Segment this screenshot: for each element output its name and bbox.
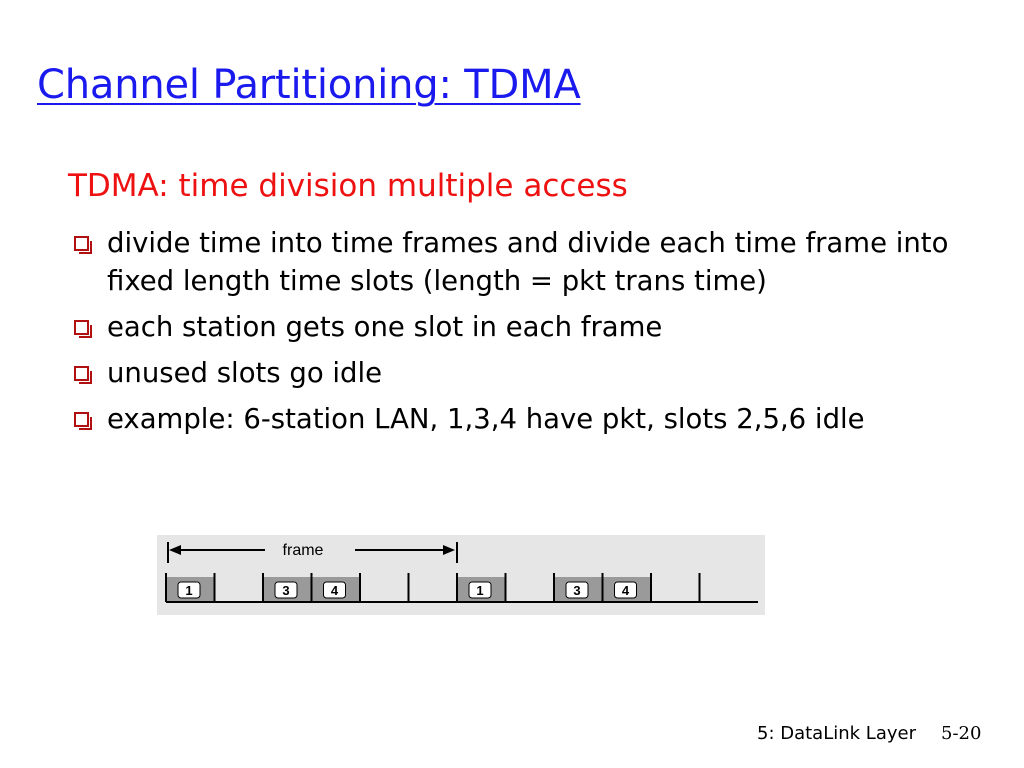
station-number: 3	[573, 583, 581, 598]
frame-label: frame	[282, 542, 324, 559]
bullet-item	[70, 224, 970, 300]
time-slot	[166, 573, 214, 602]
footer-chapter: 5: DataLink Layer	[757, 723, 916, 744]
station-number: 1	[476, 583, 484, 598]
time-slot	[312, 573, 360, 602]
time-slot	[603, 573, 651, 602]
tdma-frame-diagram	[157, 535, 765, 615]
bullet-text: each station gets one slot in each frame	[107, 311, 663, 343]
checkbox-bullet-icon	[74, 320, 89, 335]
slide-title: Channel Partitioning: TDMA	[37, 62, 581, 108]
bullet-text: example: 6-station LAN, 1,3,4 have pkt, slots 2,5,6 idle	[107, 403, 865, 435]
bullet-text: divide time into time frames and divide each time frame into fixed length time slots (length = pkt trans time)	[107, 227, 949, 297]
station-number: 3	[282, 583, 290, 598]
bullet-text: unused slots go idle	[107, 357, 383, 389]
time-slot	[263, 573, 311, 602]
bullet-item	[70, 400, 970, 438]
station-number: 1	[185, 583, 193, 598]
bullet-item	[70, 354, 970, 392]
checkbox-bullet-icon	[74, 412, 89, 427]
station-number: 4	[621, 583, 630, 598]
subheading: TDMA: time division multiple access	[68, 168, 628, 204]
time-slot	[554, 573, 602, 602]
station-number: 4	[330, 583, 339, 598]
bullet-item	[70, 308, 970, 346]
time-slot	[457, 573, 505, 602]
bullet-list	[70, 224, 970, 446]
checkbox-bullet-icon	[74, 236, 89, 251]
checkbox-bullet-icon	[74, 366, 89, 381]
footer-page-number: 5-20	[941, 723, 982, 744]
